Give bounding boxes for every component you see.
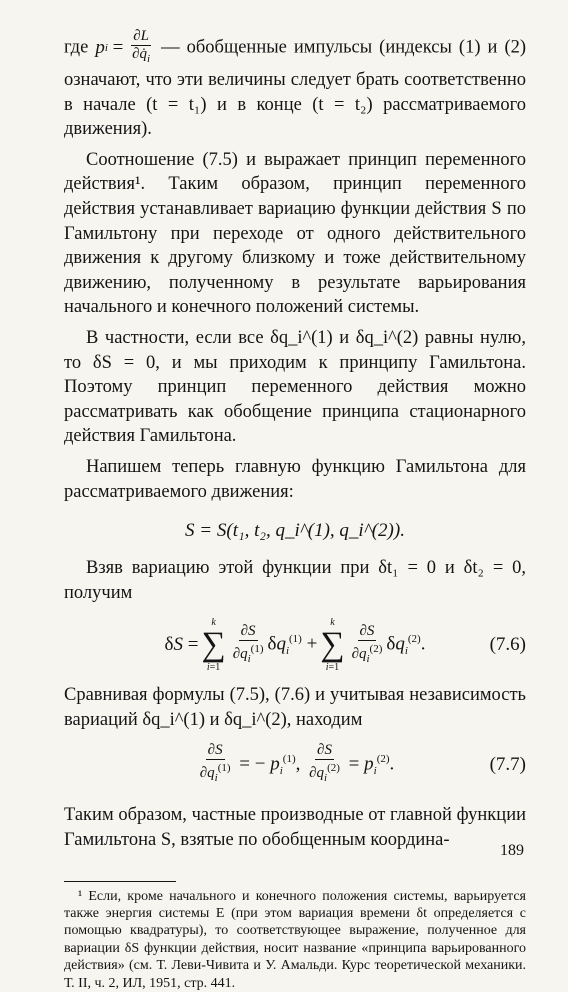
footnote-divider [64, 881, 176, 882]
paragraph-prefix: где [64, 37, 89, 58]
momentum-formula: p i = $\frac{\partial L}{\partial q̇_i}$ [95, 28, 151, 65]
paragraph-principle: Соотношение (7.5) и выражает принцип переменного действия¹. Таким образом, принцип переменного действия устанавливает вариацию функции действия S по Гамильтону при переходе от одного действительного движения к другому близкому и тоже действительному движению, полученному в результате варьирования начального и конечного положений системы. [64, 149, 526, 318]
paragraph-special-case: В частности, если все δq_i^(1) и δq_i^(2) равны нулю, то δS = 0, и мы приходим к принципу Гамильтона. Поэтому принцип переменного действия можно рассматривать как обобщение принципа стационарного действия Гамильтона. [64, 327, 526, 447]
equation-number-7-6: (7.6) [489, 634, 526, 656]
paragraph-momenta-text: — обобщенные импульсы (индексы (1) и (2) означают, что эти величины следует брать соответственно в начале (t = t₁) и в конце (t = t₂) рассматриваемого движения). [64, 37, 527, 140]
equation-7-6: δS = k ∑ i=1 $\frac{\partial S}{\partial q_i^{(1)}}$ $\delta q_i^{(1)}$ + k ∑ i=1 $\frac{\partial S}{\partial q_i^{(2)}}$ $\delta q_i^{(2)}$. (7.6) [164, 617, 526, 674]
paragraph-main-function: Напишем теперь главную функцию Гамильтона для рассматриваемого движения: [64, 456, 526, 502]
equation-number-7-7: (7.7) [489, 753, 526, 775]
paragraph-comparison: Сравнивая формулы (7.5), (7.6) и учитывая независимость вариаций δq_i^(1) и δq_i^(2), находим [64, 685, 526, 730]
page-number: 189 [500, 842, 524, 859]
paragraph-variation: Взяв вариацию этой функции при δt₁ = 0 и δt₂ = 0, получим [64, 558, 526, 603]
footnote: ¹ Если, кроме начального и конечного положения системы, варьируется также энергия системы E (при этом вариация времени δt определяется с помощью квадратуры), то соответствующее выражение, полученное для вариации δS функции действия, носит название «принципа варьированного действия» (см. Т. Леви-Чивита и У. Амальди. Курс теоретической механики. Т. II, ч. 2, ИЛ, 1951, стр. 441. [64, 888, 526, 991]
paragraph-conclusion: Таким образом, частные производные от главной функции Гамильтона S, взятые по обобщенным координа- [64, 805, 526, 851]
equation-s-definition: S = S(t₁, t₂, q_i^(1), q_i^(2)). [185, 520, 405, 542]
paragraph-momenta [64, 28, 526, 142]
equation-7-7: $\frac{\partial S}{\partial q_i^{(1)}}$ = − $p_i^{(1)}$, $\frac{\partial S}{\partial q_i^{(2)}}$ = $p_i^{(2)}$. (7.7) [199, 742, 526, 785]
